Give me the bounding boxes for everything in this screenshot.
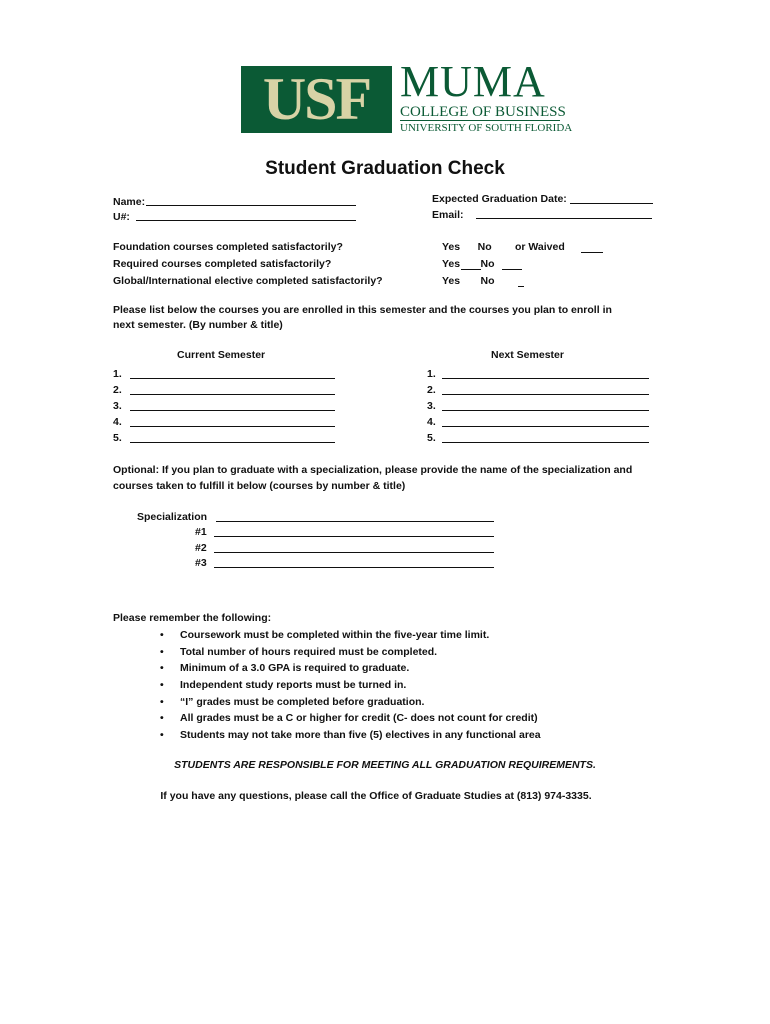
required-no-blank[interactable]	[502, 269, 522, 270]
list-item: • Minimum of a 3.0 GPA is required to graduate.	[160, 660, 541, 677]
specialization-course-label: #3	[195, 557, 207, 569]
usf-logo-mark: USF	[241, 66, 392, 133]
current-course-field[interactable]	[130, 410, 335, 411]
next-course-number: 3.	[427, 400, 436, 412]
required-yes-blank[interactable]	[461, 269, 481, 270]
question-required: Required courses completed satisfactorily?	[113, 258, 332, 270]
next-course-number: 5.	[427, 432, 436, 444]
current-course-number: 1.	[113, 368, 122, 380]
specialization-course-label: #2	[195, 542, 207, 554]
list-item: • Independent study reports must be turned in.	[160, 677, 541, 694]
next-semester-heading: Next Semester	[491, 349, 564, 361]
email-field[interactable]	[476, 218, 652, 219]
u-number-field[interactable]	[136, 220, 356, 221]
question-foundation: Foundation courses completed satisfactorily?	[113, 241, 343, 253]
waived-field[interactable]	[581, 252, 603, 253]
bullet-icon: •	[160, 729, 164, 742]
u-number-label: U#:	[113, 211, 130, 223]
bullet-icon: •	[160, 679, 164, 692]
bullet-icon: •	[160, 629, 164, 641]
page-title: Student Graduation Check	[265, 158, 505, 179]
next-course-field[interactable]	[442, 410, 649, 411]
current-course-number: 3.	[113, 400, 122, 412]
specialization-course-field[interactable]	[214, 552, 494, 553]
list-item: • “I” grades must be completed before graduation.	[160, 694, 541, 711]
university-logo-text: UNIVERSITY OF SOUTH FLORIDA	[400, 122, 573, 134]
list-item: • Students may not take more than five (5) electives in any functional area	[160, 727, 541, 744]
specialization-course-field[interactable]	[214, 567, 494, 568]
specialization-course-field[interactable]	[214, 536, 494, 537]
next-course-field[interactable]	[442, 426, 649, 427]
current-course-field[interactable]	[130, 426, 335, 427]
list-item: • Total number of hours required must be completed.	[160, 644, 541, 661]
remember-heading: Please remember the following:	[113, 612, 272, 624]
current-course-number: 2.	[113, 384, 122, 396]
current-course-field[interactable]	[130, 394, 335, 395]
requirements-list	[160, 627, 541, 744]
global-no-blank[interactable]	[518, 286, 524, 287]
optional-specialization-line1: Optional: If you plan to graduate with a specialization, please provide the name of the specialization and	[113, 464, 633, 476]
email-label: Email:	[432, 209, 464, 221]
next-course-number: 4.	[427, 416, 436, 428]
logo-divider	[400, 120, 560, 121]
next-course-field[interactable]	[442, 378, 649, 379]
current-course-number: 5.	[113, 432, 122, 444]
muma-logo-text: MUMA	[400, 57, 546, 106]
name-field[interactable]	[146, 205, 356, 206]
expected-graduation-field[interactable]	[570, 203, 653, 204]
list-item: • All grades must be a C or higher for credit (C- does not count for credit)	[160, 710, 541, 727]
global-options[interactable]: Yes No	[442, 275, 495, 287]
specialization-label: Specialization	[137, 511, 208, 523]
next-course-field[interactable]	[442, 442, 649, 443]
next-course-number: 1.	[427, 368, 436, 380]
required-options[interactable]: Yes No	[442, 258, 495, 270]
next-course-field[interactable]	[442, 394, 649, 395]
bullet-icon: •	[160, 712, 164, 725]
current-course-number: 4.	[113, 416, 122, 428]
question-global: Global/International elective completed satisfactorily?	[113, 275, 383, 287]
college-logo-text: COLLEGE OF BUSINESS	[400, 104, 566, 120]
next-course-number: 2.	[427, 384, 436, 396]
optional-specialization-line2: courses taken to fulfill it below (courses by number & title)	[113, 480, 406, 492]
specialization-field[interactable]	[216, 521, 494, 522]
bullet-icon: •	[160, 662, 164, 675]
expected-graduation-label: Expected Graduation Date:	[432, 193, 567, 205]
foundation-options[interactable]: Yes No or Waived	[442, 241, 565, 253]
bullet-icon: •	[160, 645, 164, 658]
specialization-course-label: #1	[195, 526, 207, 538]
current-course-field[interactable]	[130, 378, 335, 379]
current-course-field[interactable]	[130, 442, 335, 443]
current-semester-heading: Current Semester	[177, 349, 266, 361]
bullet-icon: •	[160, 695, 164, 708]
responsibility-statement: STUDENTS ARE RESPONSIBLE FOR MEETING ALL GRADUATION REQUIREMENTS.	[174, 759, 596, 771]
course-instructions-line1: Please list below the courses you are enrolled in this semester and the courses you plan to enroll in	[113, 304, 612, 316]
list-item: • Coursework must be completed within the five-year time limit.	[160, 627, 541, 644]
contact-statement: If you have any questions, please call the Office of Graduate Studies at (813) 974-3335.	[160, 790, 592, 802]
name-label: Name:	[113, 196, 146, 208]
course-instructions-line2: next semester. (By number & title)	[113, 319, 283, 331]
